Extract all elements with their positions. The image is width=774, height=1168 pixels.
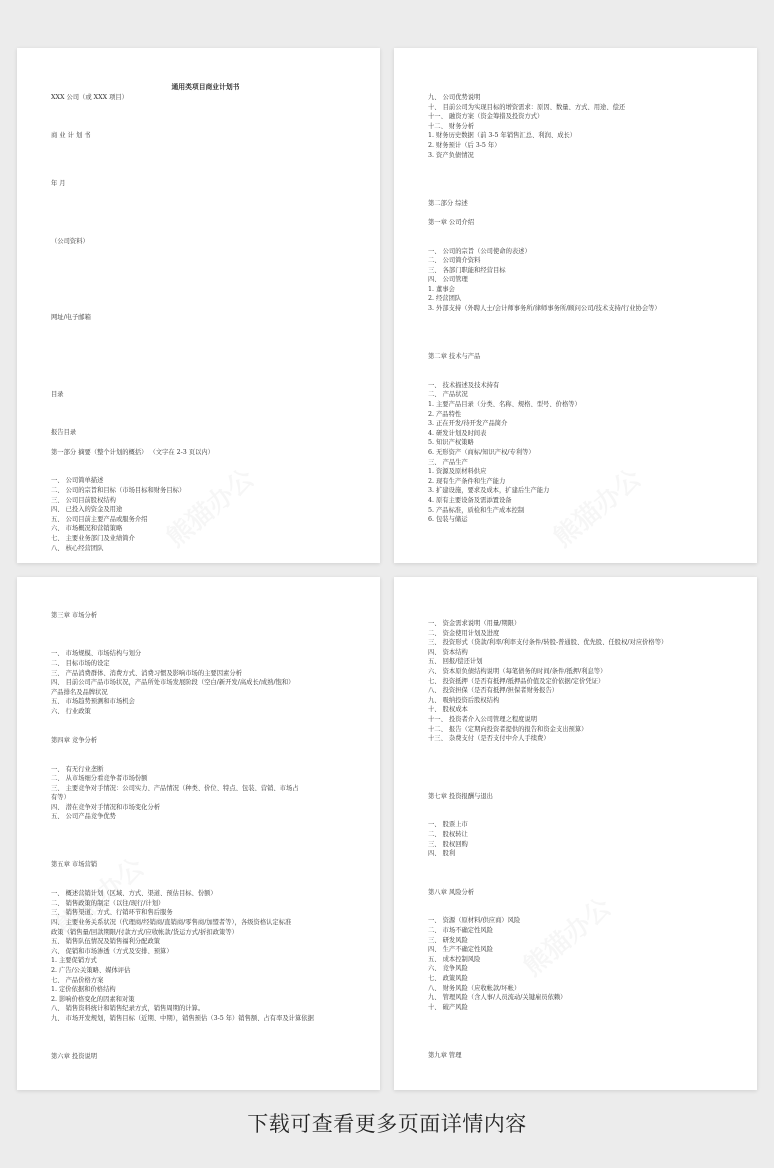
text-line: 1. 主要促销方式 <box>51 957 97 965</box>
blank-line <box>51 755 360 765</box>
text-line: 七、 投资抵押（是否有抵押/抵押品价值及定价依据/定价凭证） <box>428 677 605 685</box>
page-4-lines <box>428 619 737 1060</box>
text-line: 一、 有无行业垄断 <box>51 765 104 773</box>
text-line: 第二章 技术与产品 <box>428 353 481 361</box>
text-line: 九、 吸纳投资后股权结构 <box>428 696 500 704</box>
text-line: 二、 公司简介资料 <box>428 257 481 265</box>
blank-line <box>428 333 737 343</box>
blank-line <box>51 150 360 160</box>
text-line: 1. 董事会 <box>428 285 455 293</box>
text-line: 十、 股权成本 <box>428 706 468 714</box>
page-3-lines <box>51 611 360 1062</box>
blank-line <box>51 160 360 170</box>
blank-line <box>51 726 360 736</box>
blank-line <box>51 832 360 842</box>
text-line: 第一部分 摘要（整个计划的概括） （文字在 2-3 页以内） <box>51 448 214 456</box>
text-line: 五、 公司产品竞争优势 <box>51 813 116 821</box>
text-line: 5. 知识产权策略 <box>428 439 474 447</box>
text-line: 3. 资产负债情况 <box>428 151 474 159</box>
blank-line <box>51 246 360 256</box>
blank-line <box>428 782 737 792</box>
text-line: 1. 财务历史数据（前 3-5 年销售汇总、利润、成长） <box>428 132 577 140</box>
blank-line <box>428 1041 737 1051</box>
blank-line <box>51 630 360 640</box>
blank-line <box>428 1032 737 1042</box>
text-line: 6. 包装与储运 <box>428 516 468 524</box>
text-line: 二、 产品状况 <box>428 391 468 399</box>
text-line: 五、 回报/偿还计划 <box>428 658 483 666</box>
text-line: 二、 资金使用计划及进度 <box>428 629 500 637</box>
blank-line <box>51 121 360 131</box>
text-line: 八、 投资担保（是否有抵押/担保者财务报告） <box>428 687 559 695</box>
blank-line <box>51 841 360 851</box>
text-line: 五、 销售队伍情况及销售福利分配政策 <box>51 938 161 946</box>
text-line: 四、 生产不确定性风险 <box>428 946 493 954</box>
page-4-content <box>428 619 737 1060</box>
text-line: 一、 技术描述及技术持有 <box>428 381 500 389</box>
blank-line <box>51 438 360 448</box>
text-line: 报告目录 <box>51 429 77 437</box>
blank-line <box>51 745 360 755</box>
text-line: 第三章 市场分析 <box>51 612 98 619</box>
page-2-lines <box>428 93 737 525</box>
document-page-2 <box>394 48 757 563</box>
text-line: 三、 产品生产 <box>428 458 468 466</box>
text-line: 第一章 公司介绍 <box>428 218 475 226</box>
text-line: 3. 外部支持（外聘人士/会计师事务所/律师事务所/顾问公司/技术支持/行业协会等） <box>428 305 661 313</box>
text-line: 一、 概述营销计划（区域、方式、渠道、预估目标、份额） <box>51 890 217 898</box>
blank-line <box>428 763 737 773</box>
text-line: 一、 资金需求说明（用量/期限） <box>428 620 521 627</box>
blank-line <box>51 419 360 429</box>
text-line: 一、 股票上市 <box>428 821 468 829</box>
blank-line <box>51 304 360 314</box>
blank-line <box>428 342 737 352</box>
text-line: 6. 无形资产（商标/知识产权/专利等） <box>428 448 535 456</box>
text-line: 三、 产品消费群体、消费方式、消费习惯及影响市场的主要因素分析 <box>51 669 242 677</box>
text-line: 三、 销售渠道、方式、行销环节和售后服务 <box>51 909 173 917</box>
text-line: 商 业 计 划 书 <box>51 131 91 139</box>
text-line: 八、 核心经营团队 <box>51 544 104 552</box>
blank-line <box>428 1022 737 1032</box>
text-line: 五、 成本控制风险 <box>428 955 481 963</box>
text-line: 十二、 报告（定期向投资者提供的报告和资金支出预算） <box>428 725 588 733</box>
text-line: 十、 破产风险 <box>428 1003 468 1011</box>
text-line: 三、 投资形式（贷款/利率/利率支付条件/转股-普通股、优先股、任股权/对应价格等） <box>428 639 668 647</box>
blank-line <box>51 112 360 122</box>
blank-line <box>428 227 737 237</box>
text-line: 产品排名及品牌状况 <box>51 688 108 696</box>
text-line: 2. 广告/公关策略、媒体评估 <box>51 966 131 974</box>
text-line: 八、 财务风险（应收帐款/坏帐） <box>428 984 521 992</box>
text-line: 十三、 杂费支付（是否支付中介人手续费） <box>428 735 550 743</box>
blank-line <box>428 868 737 878</box>
text-line: 十二、 财务分析 <box>428 122 475 130</box>
text-line: 1. 主要产品目录（分类、名称、规格、型号、价格等） <box>428 401 581 408</box>
page-1-lines <box>51 93 360 554</box>
text-line: 第七章 投资报酬与退出 <box>428 792 493 800</box>
text-line: XXX 公司（或 XXX 项目） <box>51 93 128 101</box>
document-page-4 <box>394 577 757 1090</box>
blank-line <box>51 870 360 880</box>
text-line: 5. 产品标准，质检和生产成本控制 <box>428 506 525 514</box>
page-2-content <box>428 93 737 525</box>
blank-line <box>51 851 360 861</box>
text-line: 十、 目前公司为实现目标的增资需求：原因、数量、方式、用途、偿还 <box>428 103 626 111</box>
blank-line <box>51 380 360 390</box>
text-line: 九、 市场开发规划，销售目标（近期、中期），销售预估（3-5 年）销售额、占有率及计算依据 <box>51 1014 314 1022</box>
blank-line <box>428 744 737 754</box>
text-line: 七、 产品价格方案 <box>51 976 104 984</box>
blank-line <box>51 361 360 371</box>
text-line: 九、 管理风险（含人事/人员流动/关键雇员依赖） <box>428 994 567 1002</box>
blank-line <box>51 265 360 275</box>
text-line: 十一、 融资方案（资金筹措及投资方式） <box>428 113 544 121</box>
blank-line <box>51 457 360 467</box>
blank-line <box>51 352 360 362</box>
blank-line <box>428 878 737 888</box>
text-line: 2. 现有生产条件和生产能力 <box>428 477 506 485</box>
text-line: 四、 已投入的资金及用途 <box>51 506 123 514</box>
blank-line <box>51 227 360 237</box>
text-line: 1. 定价依据和价格结构 <box>51 986 116 994</box>
blank-line <box>428 773 737 783</box>
blank-line <box>428 1012 737 1022</box>
text-line: 四、 资本结构 <box>428 648 468 656</box>
blank-line <box>51 217 360 227</box>
blank-line <box>51 640 360 650</box>
text-line: 2. 经营团队 <box>428 295 462 303</box>
text-line: 三、 公司目前股权结构 <box>51 496 116 504</box>
text-line: 一、 公司的宗旨（公司使命的表述） <box>428 247 531 255</box>
blank-line <box>428 801 737 811</box>
text-line: 六、 市场概况和营销策略 <box>51 525 123 533</box>
blank-line <box>51 208 360 218</box>
blank-line <box>51 323 360 333</box>
text-line: 四、 公司管理 <box>428 276 468 284</box>
page-1-content <box>51 83 360 553</box>
blank-line <box>51 880 360 890</box>
text-line: 2. 影响价格变化的因素和对策 <box>51 995 135 1003</box>
text-line: 六、 促销和市场渗透（方式及安排、预算） <box>51 947 173 955</box>
text-line: 四、 股利 <box>428 850 456 858</box>
text-line: 五、 公司目前主要产品或服务介绍 <box>51 515 148 523</box>
text-line: 2. 产品特性 <box>428 410 462 418</box>
text-line: 年 月 <box>51 179 66 187</box>
text-line: 4. 原有主要设备及需添置设备 <box>428 496 512 504</box>
blank-line <box>51 275 360 285</box>
text-line: 1. 资源及原材料供应 <box>428 468 487 476</box>
document-page-3 <box>17 577 380 1090</box>
text-line: 3. 扩建设施，要求及成本，扩建后生产能力 <box>428 487 550 495</box>
blank-line <box>51 1024 360 1034</box>
blank-line <box>51 400 360 410</box>
text-line: 4. 研发计划及时间表 <box>428 429 487 437</box>
text-line: 有等） <box>51 794 70 802</box>
text-line: 二、 公司的宗旨和目标（市场目标和财务目标） <box>51 486 186 494</box>
blank-line <box>428 189 737 199</box>
text-line: 三、 主要竞争对手情况：公司实力、产品情况（种类、价位、特点、包装、营销、市场占 <box>51 784 299 792</box>
blank-line <box>428 208 737 218</box>
text-line: 目录 <box>51 391 64 398</box>
text-line: 四、 主要业务关系状况（代理商/经销商/直销商/零售商/加盟者等），各级资格认定标准 <box>51 919 292 926</box>
text-line: 二、 股权转让 <box>428 831 468 839</box>
blank-line <box>51 621 360 631</box>
text-line: 七、 政策风险 <box>428 974 468 982</box>
blank-line <box>51 409 360 419</box>
text-line: 四、 目前公司产品市场状况，产品所处市场发展阶段（空白/新开发/高成长/成熟/饱和） <box>51 679 295 687</box>
text-line: 七、 主要业务部门及业绩简介 <box>51 534 135 542</box>
text-line: 一、 公司简单描述 <box>51 477 104 485</box>
blank-line <box>428 811 737 821</box>
blank-line <box>51 294 360 304</box>
blank-line <box>428 371 737 381</box>
text-line: （公司资料） <box>51 237 89 245</box>
blank-line <box>51 284 360 294</box>
document-title: 通用类项目商业计划书 <box>171 83 240 91</box>
blank-line <box>51 198 360 208</box>
text-line: 九、 公司优势说明 <box>428 94 481 101</box>
caption: 下载可查看更多页面详情内容 <box>247 1112 527 1136</box>
blank-line <box>51 371 360 381</box>
text-line: 四、 潜在竞争对手情况和市场变化分析 <box>51 803 161 811</box>
text-line: 网址/电子邮箱 <box>51 314 91 322</box>
text-line: 十一、 投资者介入公司管理之程度说明 <box>428 715 538 723</box>
blank-line <box>51 717 360 727</box>
blank-line <box>428 323 737 333</box>
text-line: 政策（销售量/回款期限/付款方式/应收帐款/货运方式/折扣政策等） <box>51 928 238 936</box>
blank-line <box>51 169 360 179</box>
blank-line <box>51 822 360 832</box>
blank-line <box>51 342 360 352</box>
text-line: 3. 正在开发/待开发产品简介 <box>428 420 508 428</box>
blank-line <box>51 467 360 477</box>
text-line: 二、 目标市场的设定 <box>51 659 110 667</box>
blank-line <box>51 189 360 199</box>
text-line: 二、 市场不确定性风险 <box>428 927 493 934</box>
blank-line <box>51 102 360 112</box>
text-line: 八、 销售资料统计和销售纪录方式，销售周期的计算。 <box>51 1005 205 1013</box>
text-line: 第八章 风险分析 <box>428 888 475 896</box>
blank-line <box>428 907 737 917</box>
text-line: 三、 股权回购 <box>428 840 468 848</box>
blank-line <box>428 170 737 180</box>
text-line: 三、 研发风险 <box>428 936 468 944</box>
text-line: 二、 销售政策的制定（以往/现行/计划） <box>51 899 165 907</box>
blank-line <box>51 256 360 266</box>
document-page-1 <box>17 48 380 563</box>
blank-line <box>428 160 737 170</box>
text-line: 六、 行业政策 <box>51 707 91 715</box>
text-line: 第二部分 综述 <box>428 199 468 207</box>
text-line: 五、 市场趋势预测和市场机会 <box>51 698 135 706</box>
blank-line <box>51 141 360 151</box>
blank-line <box>428 362 737 372</box>
text-line: 第五章 市场营销 <box>51 861 98 869</box>
blank-line <box>428 237 737 247</box>
page-3-content <box>51 611 360 1062</box>
text-line: 三、 各部门职能和经营目标 <box>428 266 506 274</box>
blank-line <box>428 753 737 763</box>
blank-line <box>428 897 737 907</box>
text-line: 一、 市场规模、市场结构与划分 <box>51 650 142 658</box>
text-line: 一、 资源（原材料/供应商）风险 <box>428 917 521 925</box>
blank-line <box>428 859 737 869</box>
blank-line <box>428 179 737 189</box>
blank-line <box>51 1033 360 1043</box>
text-line: 第四章 竞争分析 <box>51 736 98 744</box>
blank-line <box>51 332 360 342</box>
text-line: 2. 财务预计（后 3-5 年） <box>428 141 501 149</box>
text-line: 六、 竞争风险 <box>428 965 468 973</box>
blank-line <box>51 1043 360 1053</box>
text-line: 二、 从市场细分看竞争者市场份额 <box>51 775 148 783</box>
text-line: 六、 资本原负债结构说明（每笔债务的时间/条件/抵押/利息等） <box>428 667 607 675</box>
text-line: 第九章 管理 <box>428 1051 462 1059</box>
text-line: 第六章 投资说明 <box>51 1053 98 1061</box>
blank-line <box>428 314 737 324</box>
